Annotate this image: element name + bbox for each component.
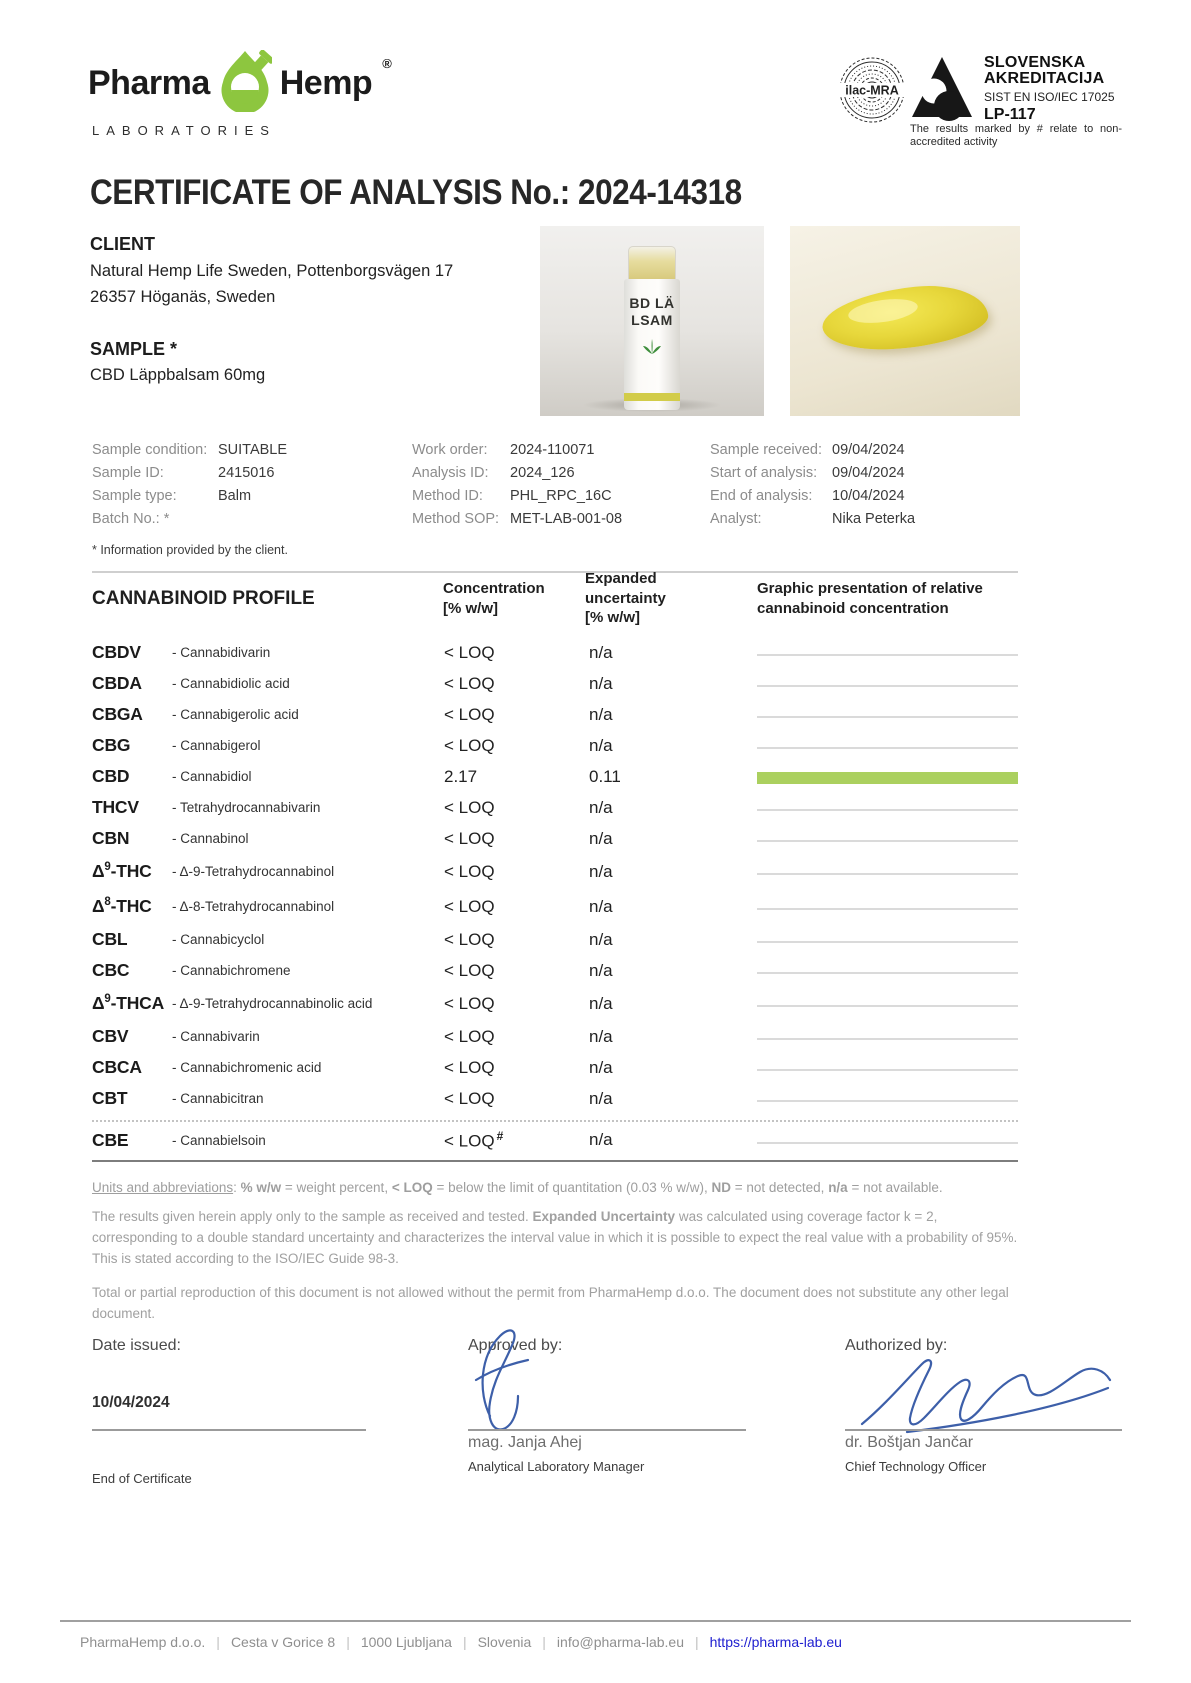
cannabinoid-name: - Cannabicyclol [172, 932, 265, 947]
concentration-value: < LOQ [444, 673, 495, 693]
concentration-baseline [757, 908, 1018, 910]
text-segment: Total or partial reproduction of this document is not allowed without the permit from PharmaHemp d.o.o. The document does not substitute any other legal document. [92, 1285, 1009, 1321]
units-lead: Units and abbreviations [92, 1180, 234, 1195]
cannabinoid-row [92, 1052, 1018, 1083]
cannabinoid-row [92, 986, 1018, 1021]
footer-separator: | [462, 1634, 467, 1650]
registered-trademark-mark: ® [382, 56, 392, 71]
cannabinoid-row [92, 1122, 1018, 1158]
graphic-cell [757, 868, 1018, 875]
footer-separator: | [216, 1634, 220, 1650]
sample-name: CBD Läppbalsam 60mg [90, 366, 266, 384]
concentration-baseline [757, 1142, 1018, 1144]
graphic-cell [757, 742, 1018, 749]
info-row [92, 507, 412, 530]
text-segment: Expanded Uncertainty [532, 1209, 676, 1224]
info-label: Sample condition: [92, 441, 208, 458]
abbr-superscript: 8 [104, 896, 111, 909]
date-signature-line [92, 1429, 366, 1431]
cannabinoid-abbr: CBG [92, 735, 131, 755]
cannabinoid-row [92, 854, 1018, 889]
cannabinoid-abbr: CBN [92, 828, 130, 848]
info-value: 10/04/2024 [832, 487, 905, 504]
info-row [710, 484, 1018, 507]
cannabinoid-abbr: CBV [92, 1026, 129, 1046]
logo-subtitle: LABORATORIES [92, 123, 276, 138]
lip-balm-tube [624, 246, 680, 410]
table-heading: CANNABINOID PROFILE [92, 588, 315, 609]
concentration-baseline [757, 941, 1018, 943]
info-label: Batch No.: * [92, 510, 170, 527]
tube-label-band [624, 393, 680, 401]
uncertainty-value: n/a [589, 673, 613, 693]
concentration-baseline [757, 1038, 1018, 1040]
concentration-value: < LOQ [444, 642, 495, 662]
date-issued-label: Date issued: [92, 1337, 181, 1354]
column-header-graphic [757, 579, 983, 618]
graphic-cell [757, 680, 1018, 687]
info-value: 2415016 [218, 464, 275, 481]
approved-signature-line [468, 1429, 746, 1431]
cannabinoid-name: - Cannabinol [172, 831, 249, 846]
text-segment: < LOQ [391, 1180, 433, 1195]
cannabinoid-abbr: $\Delta^9$-THC [92, 861, 152, 881]
concentration-baseline [757, 873, 1018, 875]
date-issued-value: 10/04/2024 [92, 1394, 170, 1411]
info-value: MET-LAB-001-08 [510, 510, 623, 527]
cannabinoid-name: - Cannabidiol [172, 769, 252, 784]
cannabinoid-row [92, 1083, 1018, 1114]
client-address-line2: 26357 Höganäs, Sweden [90, 288, 276, 306]
column-header-uncertainty [585, 569, 666, 628]
cannabinoid-table-body [92, 637, 1018, 1162]
info-value: 2024_126 [510, 464, 575, 481]
column-header-line: Graphic presentation of relative [757, 580, 983, 597]
cannabinoid-row [92, 730, 1018, 761]
info-row [710, 438, 1018, 461]
info-column [92, 438, 412, 530]
column-header-concentration [443, 579, 545, 618]
accreditation-org-line1: SLOVENSKA [984, 54, 1086, 71]
logo-text-hemp: Hemp [279, 64, 373, 102]
logo-text-pharma: Pharma [88, 64, 210, 102]
cannabinoid-abbr: THCV [92, 797, 139, 817]
approved-by-label: Approved by: [468, 1337, 563, 1354]
graphic-cell [757, 835, 1018, 842]
cannabinoid-abbr: CBDV [92, 642, 141, 662]
uncertainty-value: n/a [589, 704, 613, 724]
concentration-value: < LOQ [444, 735, 495, 755]
tube-balm-top [628, 246, 676, 280]
info-row [412, 484, 710, 507]
balm-smear [819, 279, 990, 356]
info-row [412, 507, 710, 530]
info-value: Balm [218, 487, 252, 504]
ilac-mra-label: ilac-MRA [845, 83, 899, 98]
graphic-cell [757, 1000, 1018, 1007]
uncertainty-value: n/a [589, 1057, 613, 1077]
authorized-by-label: Authorized by: [845, 1337, 948, 1354]
text-segment: The results given herein apply only to the sample as received and tested. [92, 1209, 533, 1224]
pharmahemp-logo [88, 50, 392, 138]
certificate-title: CERTIFICATE OF ANALYSIS No.: 2024-14318 [90, 173, 742, 212]
non-accredited-mark: # [496, 1128, 504, 1143]
sample-heading: SAMPLE * [90, 339, 178, 359]
concentration-baseline [757, 654, 1018, 656]
accreditation-standard: SIST EN ISO/IEC 17025 [984, 90, 1115, 104]
accreditation-note: The results marked by # relate to non-accredited activity [910, 123, 1122, 148]
text-segment: = not detected, [730, 1180, 829, 1195]
authorized-role: Chief Technology Officer [845, 1459, 987, 1474]
graphic-cell [757, 1137, 1018, 1144]
approved-role: Analytical Laboratory Manager [468, 1459, 645, 1474]
info-label: Analyst: [710, 510, 762, 527]
uncertainty-value: n/a [589, 828, 613, 848]
graphic-cell [757, 711, 1018, 718]
info-label: Method SOP: [412, 510, 500, 527]
concentration-value: < LOQ [444, 828, 495, 848]
cannabinoid-name: - Δ-9-Tetrahydrocannabinolic acid [172, 996, 373, 1011]
concentration-value: < LOQ [444, 929, 495, 949]
graphic-cell [757, 936, 1018, 943]
info-row [710, 461, 1018, 484]
cannabinoid-row [92, 699, 1018, 730]
footer-item: Slovenia [477, 1634, 532, 1650]
cannabinoid-name: - Tetrahydrocannabivarin [172, 800, 321, 815]
graphic-cell [757, 769, 1018, 784]
cannabinoid-abbr: CBD [92, 766, 130, 786]
abbr-superscript: 9 [104, 861, 111, 874]
uncertainty-value: n/a [589, 861, 613, 881]
text-segment: n/a [828, 1180, 848, 1195]
column-header-line: [% w/w] [443, 599, 498, 617]
info-column [710, 438, 1018, 530]
client-footnote: * Information provided by the client. [92, 543, 288, 557]
cannabinoid-abbr: CBCA [92, 1057, 142, 1077]
approved-signature [452, 1316, 584, 1445]
footer-separator: | [346, 1634, 350, 1650]
uncertainty-value: n/a [589, 896, 613, 916]
cannabinoid-abbr: $\Delta^9$-THCA [92, 993, 165, 1013]
concentration-value: < LOQ [444, 1088, 495, 1108]
concentration-baseline [757, 747, 1018, 749]
uncertainty-value: 0.11 [589, 766, 621, 786]
info-row [92, 461, 412, 484]
section-divider [92, 571, 1018, 573]
cannabinoid-abbr: CBDA [92, 673, 142, 693]
column-header-line: Expanded [585, 570, 657, 587]
product-photo-balm-smear [790, 226, 1020, 416]
table-end-line [92, 1160, 1018, 1162]
info-row [92, 484, 412, 507]
cannabinoid-name: - Cannabichromenic acid [172, 1060, 322, 1075]
info-label: Method ID: [412, 487, 483, 504]
text-segment: = not available. [847, 1180, 943, 1195]
text-segment: was calculated using coverage factor k = 2, corresponding to a double standard uncertainty and characterizes the interval value in which it is possible to expect the real value with a probability of 95%. This is stated according to the ISO/IEC Guide 98-3. [92, 1209, 1018, 1266]
flask-drop-icon [218, 50, 272, 117]
cannabinoid-name: - Δ-8-Tetrahydrocannabinol [172, 899, 335, 914]
cannabinoid-abbr: CBC [92, 960, 130, 980]
concentration-baseline [757, 1005, 1018, 1007]
info-value: 2024-110071 [510, 441, 595, 458]
info-label: Start of analysis: [710, 464, 818, 481]
tube-label-line1: BD LÄ [629, 295, 675, 311]
cannabinoid-row [92, 637, 1018, 668]
uncertainty-value: n/a [589, 929, 613, 949]
authorized-name: dr. Boštjan Jančar [845, 1434, 974, 1451]
uncertainty-value: n/a [589, 1088, 613, 1108]
footer-separator: | [542, 1634, 546, 1650]
info-value: SUITABLE [218, 441, 288, 458]
footer-item: info@pharma-lab.eu [556, 1634, 684, 1650]
tube-body [624, 279, 680, 410]
cannabinoid-name: - Cannabicitran [172, 1091, 264, 1106]
slovenska-akreditacija-triangle-icon [910, 55, 974, 130]
legal-paragraph [92, 1206, 1024, 1269]
concentration-value: < LOQ [444, 861, 495, 881]
accreditation-scope: LP-117 [984, 106, 1036, 123]
graphic-cell [757, 1064, 1018, 1071]
concentration-baseline [757, 716, 1018, 718]
column-header-line: [% w/w] [585, 609, 640, 626]
concentration-bar [757, 772, 1018, 784]
info-label: End of analysis: [710, 487, 813, 504]
footer-link[interactable]: https://pharma-lab.eu [709, 1634, 842, 1650]
tube-label-line2: LSAM [631, 312, 673, 328]
concentration-value: < LOQ [444, 960, 495, 980]
sample-info-grid [92, 438, 1018, 530]
cannabinoid-abbr: CBE [92, 1129, 129, 1150]
cannabinoid-row [92, 668, 1018, 699]
abbr-superscript: 9 [104, 993, 111, 1006]
info-row [710, 507, 1018, 530]
end-of-certificate-note: End of Certificate [92, 1471, 192, 1486]
cannabinoid-row [92, 761, 1018, 792]
cannabinoid-row [92, 1021, 1018, 1052]
approved-name: mag. Janja Ahej [468, 1434, 582, 1451]
cannabinoid-row [92, 823, 1018, 854]
info-label: Work order: [412, 441, 488, 458]
footer-item: 1000 Ljubljana [360, 1634, 452, 1650]
cannabinoid-name: - Cannabielsoin [172, 1132, 266, 1148]
cannabinoid-name: - Cannabidiolic acid [172, 676, 290, 691]
concentration-value: < LOQ [444, 1026, 495, 1046]
concentration-value: < LOQ [444, 704, 495, 724]
info-row [412, 461, 710, 484]
cannabinoid-row [92, 792, 1018, 823]
info-value: 09/04/2024 [832, 464, 905, 481]
info-value: Nika Peterka [832, 510, 916, 527]
info-label: Analysis ID: [412, 464, 489, 481]
cannabinoid-row [92, 889, 1018, 924]
text-segment: = weight percent, [281, 1180, 392, 1195]
text-segment: % w/w [240, 1180, 282, 1195]
concentration-value: < LOQ [444, 896, 495, 916]
graphic-cell [757, 649, 1018, 656]
text-segment: ND [711, 1180, 731, 1195]
product-photo-lip-balm [540, 226, 764, 416]
info-column [412, 438, 710, 530]
info-value: PHL_RPC_16C [510, 487, 612, 504]
info-row [92, 438, 412, 461]
uncertainty-value: n/a [589, 1130, 613, 1149]
cannabinoid-name: - Cannabidivarin [172, 645, 271, 660]
uncertainty-value: n/a [589, 797, 613, 817]
footer-separator: | [694, 1634, 699, 1650]
footer-item: PharmaHemp d.o.o. [80, 1634, 206, 1650]
cannabinoid-name: - Cannabigerolic acid [172, 707, 299, 722]
info-label: Sample ID: [92, 464, 164, 481]
concentration-value: < LOQ [444, 993, 495, 1013]
uncertainty-value: n/a [589, 993, 613, 1013]
column-header-line: cannabinoid concentration [757, 599, 949, 617]
footer-divider [60, 1620, 1131, 1622]
graphic-cell [757, 1033, 1018, 1040]
concentration-baseline [757, 1069, 1018, 1071]
cannabinoid-abbr: CBGA [92, 704, 143, 724]
concentration-baseline [757, 685, 1018, 687]
footer-items [80, 1634, 1140, 1650]
uncertainty-value: n/a [589, 960, 613, 980]
cannabinoid-name: - Cannabichromene [172, 963, 291, 978]
graphic-cell [757, 804, 1018, 811]
concentration-value: < LOQ # [444, 1128, 504, 1151]
cannabinoid-name: - Cannabivarin [172, 1029, 260, 1044]
info-label: Sample type: [92, 487, 177, 504]
units-segments [233, 1180, 943, 1195]
concentration-baseline [757, 809, 1018, 811]
concentration-baseline [757, 972, 1018, 974]
client-heading: CLIENT [90, 234, 155, 254]
cannabinoid-abbr: $\Delta^8$-THC [92, 896, 152, 916]
concentration-baseline [757, 840, 1018, 842]
client-address-line1: Natural Hemp Life Sweden, Pottenborgsvägen 17 [90, 262, 454, 280]
concentration-value: < LOQ [444, 1057, 495, 1077]
ilac-mra-stamp-icon [838, 56, 906, 129]
info-label: Sample received: [710, 441, 823, 458]
cannabinoid-abbr: CBL [92, 929, 128, 949]
info-row [412, 438, 710, 461]
info-value: 09/04/2024 [832, 441, 905, 458]
text-segment: : [233, 1180, 241, 1195]
authorized-signature [852, 1352, 1114, 1445]
uncertainty-value: n/a [589, 642, 613, 662]
uncertainty-value: n/a [589, 735, 613, 755]
authorized-signature-line [845, 1429, 1122, 1431]
column-header-line: uncertainty [585, 589, 666, 607]
units-line [92, 1180, 1022, 1195]
cannabinoid-name: - Cannabigerol [172, 738, 261, 753]
graphic-cell [757, 967, 1018, 974]
column-header-line: Concentration [443, 580, 545, 597]
graphic-cell [757, 1095, 1018, 1102]
cannabinoid-abbr: CBT [92, 1088, 128, 1108]
cannabinoid-row [92, 924, 1018, 955]
cannabinoid-name: - Δ-9-Tetrahydrocannabinol [172, 864, 335, 879]
concentration-value: 2.17 [444, 766, 478, 786]
footer-item: Cesta v Gorice 8 [230, 1634, 336, 1650]
text-segment: = below the limit of quantitation (0.03 % w/w), [432, 1180, 712, 1195]
accreditation-org-line2: AKREDITACIJA [984, 70, 1105, 87]
graphic-cell [757, 903, 1018, 910]
concentration-value: < LOQ [444, 797, 495, 817]
concentration-baseline [757, 1100, 1018, 1102]
hemp-leaf-icon [643, 339, 661, 360]
cannabinoid-row [92, 955, 1018, 986]
uncertainty-value: n/a [589, 1026, 613, 1046]
